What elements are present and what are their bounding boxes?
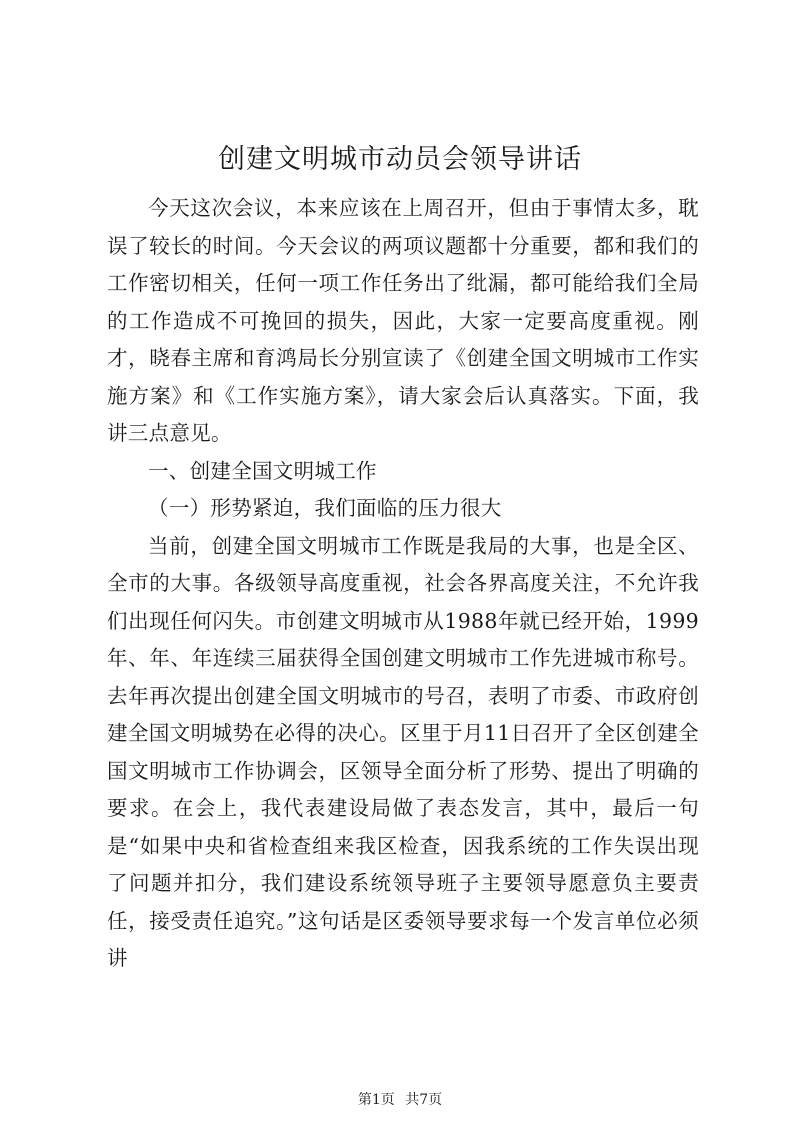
page-total: 共7页 [405, 1092, 443, 1108]
paragraph-situation: 当前，创建全国文明城市工作既是我局的大事，也是全区、全市的大事。各级领导高度重视，社会各界高度关注，不允许我们出现任何闪失。市创建文明城市从1988年就已经开始，1999年、年、年连续三届获得全国创建文明城市工作先进城市称号。去年再次提出创建全国文明城市的号召，表明了市委、市政府创建全国文明城势在必得的决心。区里于月11日召开了全区创建全国文明城市工作协调会，区领导全面分析了形势、提出了明确的要求。在会上，我代表建设局做了表态发言，其中，最后一句是“如果中央和省检查组来我区检查，因我系统的工作失误出现了问题并扣分，我们建设系统领导班子主要领导愿意负主要责任，接受责任追究。”这句话是区委领导要求每一个发言单位必须讲 [107, 533, 699, 970]
paragraph-intro: 今天这次会议，本来应该在上周召开，但由于事情太多，耽误了较长的时间。今天会议的两项议题都十分重要，都和我们的工作密切相关，任何一项工作任务出了纰漏，都可能给我们全局的工作造成不可挽回的损失，因此，大家一定要高度重视。刚才，晓春主席和育鸿局长分别宣读了《创建全国文明城市工作实施方案》和《工作实施方案》，请大家会后认真落实。下面，我讲三点意见。 [107, 196, 699, 445]
section-heading-1: 一、创建全国文明城工作 [148, 458, 377, 483]
subsection-heading-1: （一）形势紧迫，我们面临的压力很大 [148, 496, 502, 520]
page-number: 第1页 [357, 1092, 395, 1108]
document-title: 创建文明城市动员会领导讲话 [218, 144, 582, 175]
document-body [107, 190, 699, 978]
page-footer [0, 1090, 800, 1110]
